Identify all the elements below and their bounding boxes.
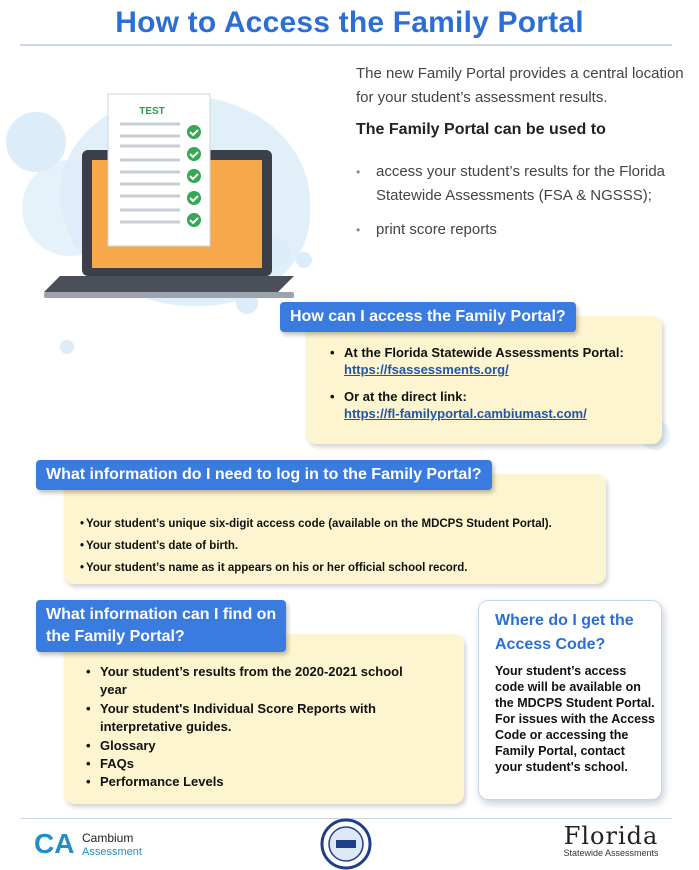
list-item: • print score reports xyxy=(356,218,666,242)
find-heading-line: the Family Portal? xyxy=(46,628,185,645)
cambium-sub: Assessment xyxy=(82,846,142,858)
laptop-base xyxy=(44,276,294,292)
list-item: • Performance Levels xyxy=(82,773,412,791)
check-icon xyxy=(187,191,201,205)
login-list xyxy=(76,513,604,579)
laptop-test-illustration xyxy=(30,88,310,318)
list-item: • Your student’s results from the 2020-2021 school year xyxy=(82,663,412,699)
cambium-assessment-logo xyxy=(34,826,174,862)
florida-statewide-assessments-logo xyxy=(556,822,666,866)
list-item: • Your student’s unique six-digit access code (available on the MDCPS Student Portal). xyxy=(76,513,604,535)
check-icon xyxy=(187,125,201,139)
list-item: • access your student’s results for the Florida Statewide Assessments (FSA & NGSSS); xyxy=(356,160,666,208)
decor-bubble xyxy=(60,340,74,354)
access-item-label: Or at the direct link: xyxy=(344,389,467,404)
find-heading xyxy=(36,600,286,652)
fsassessments-link[interactable]: https://fsassessments.org/ xyxy=(344,362,509,377)
access-item-label: At the Florida Statewide Assessments Portal: xyxy=(344,345,624,360)
access-code-box xyxy=(478,600,662,800)
list-item: • Your student’s date of birth. xyxy=(76,535,604,557)
uses-heading: The Family Portal can be used to xyxy=(356,121,606,138)
list-item: • Your student's Individual Score Reports with interpretative guides. xyxy=(82,700,412,736)
login-heading: What information do I need to log in to the Family Portal? xyxy=(36,460,492,490)
list-item: • FAQs xyxy=(82,755,412,773)
find-heading-line: What information can I find on xyxy=(46,606,277,623)
list-item: • Your student’s name as it appears on his or her official school record. xyxy=(76,557,604,579)
florida-sub: Statewide Assessments xyxy=(563,848,659,858)
access-heading: How can I access the Family Portal? xyxy=(280,302,576,332)
florida-word: Florida xyxy=(563,822,659,850)
uses-list xyxy=(356,160,666,252)
access-list xyxy=(326,344,656,422)
title-divider xyxy=(20,44,672,46)
page-title: How to Access the Family Portal xyxy=(115,6,584,39)
laptop-edge xyxy=(44,292,294,298)
family-portal-link[interactable]: https://fl-familyportal.cambiumast.com/ xyxy=(344,406,587,421)
list-item: • Glossary xyxy=(82,737,412,755)
access-code-text: Your student’s access code will be available on the MDCPS Student Portal. For issues with the Access Code or accessing the Family Portal, contact your student's school. xyxy=(495,664,656,774)
test-label: TEST xyxy=(139,106,165,117)
cambium-name: Cambium xyxy=(82,831,134,845)
intro-text: The new Family Portal provides a central location for your student’s assessment results. xyxy=(356,65,684,106)
access-code-title: Where do I get the Access Code? xyxy=(495,612,634,653)
check-icon xyxy=(187,213,201,227)
list-item xyxy=(326,344,656,378)
list-item xyxy=(326,388,656,422)
cambium-mark: CA xyxy=(34,828,75,859)
check-icon xyxy=(187,169,201,183)
check-icon xyxy=(187,147,201,161)
school-board-seal xyxy=(318,818,374,870)
find-list xyxy=(82,663,412,791)
